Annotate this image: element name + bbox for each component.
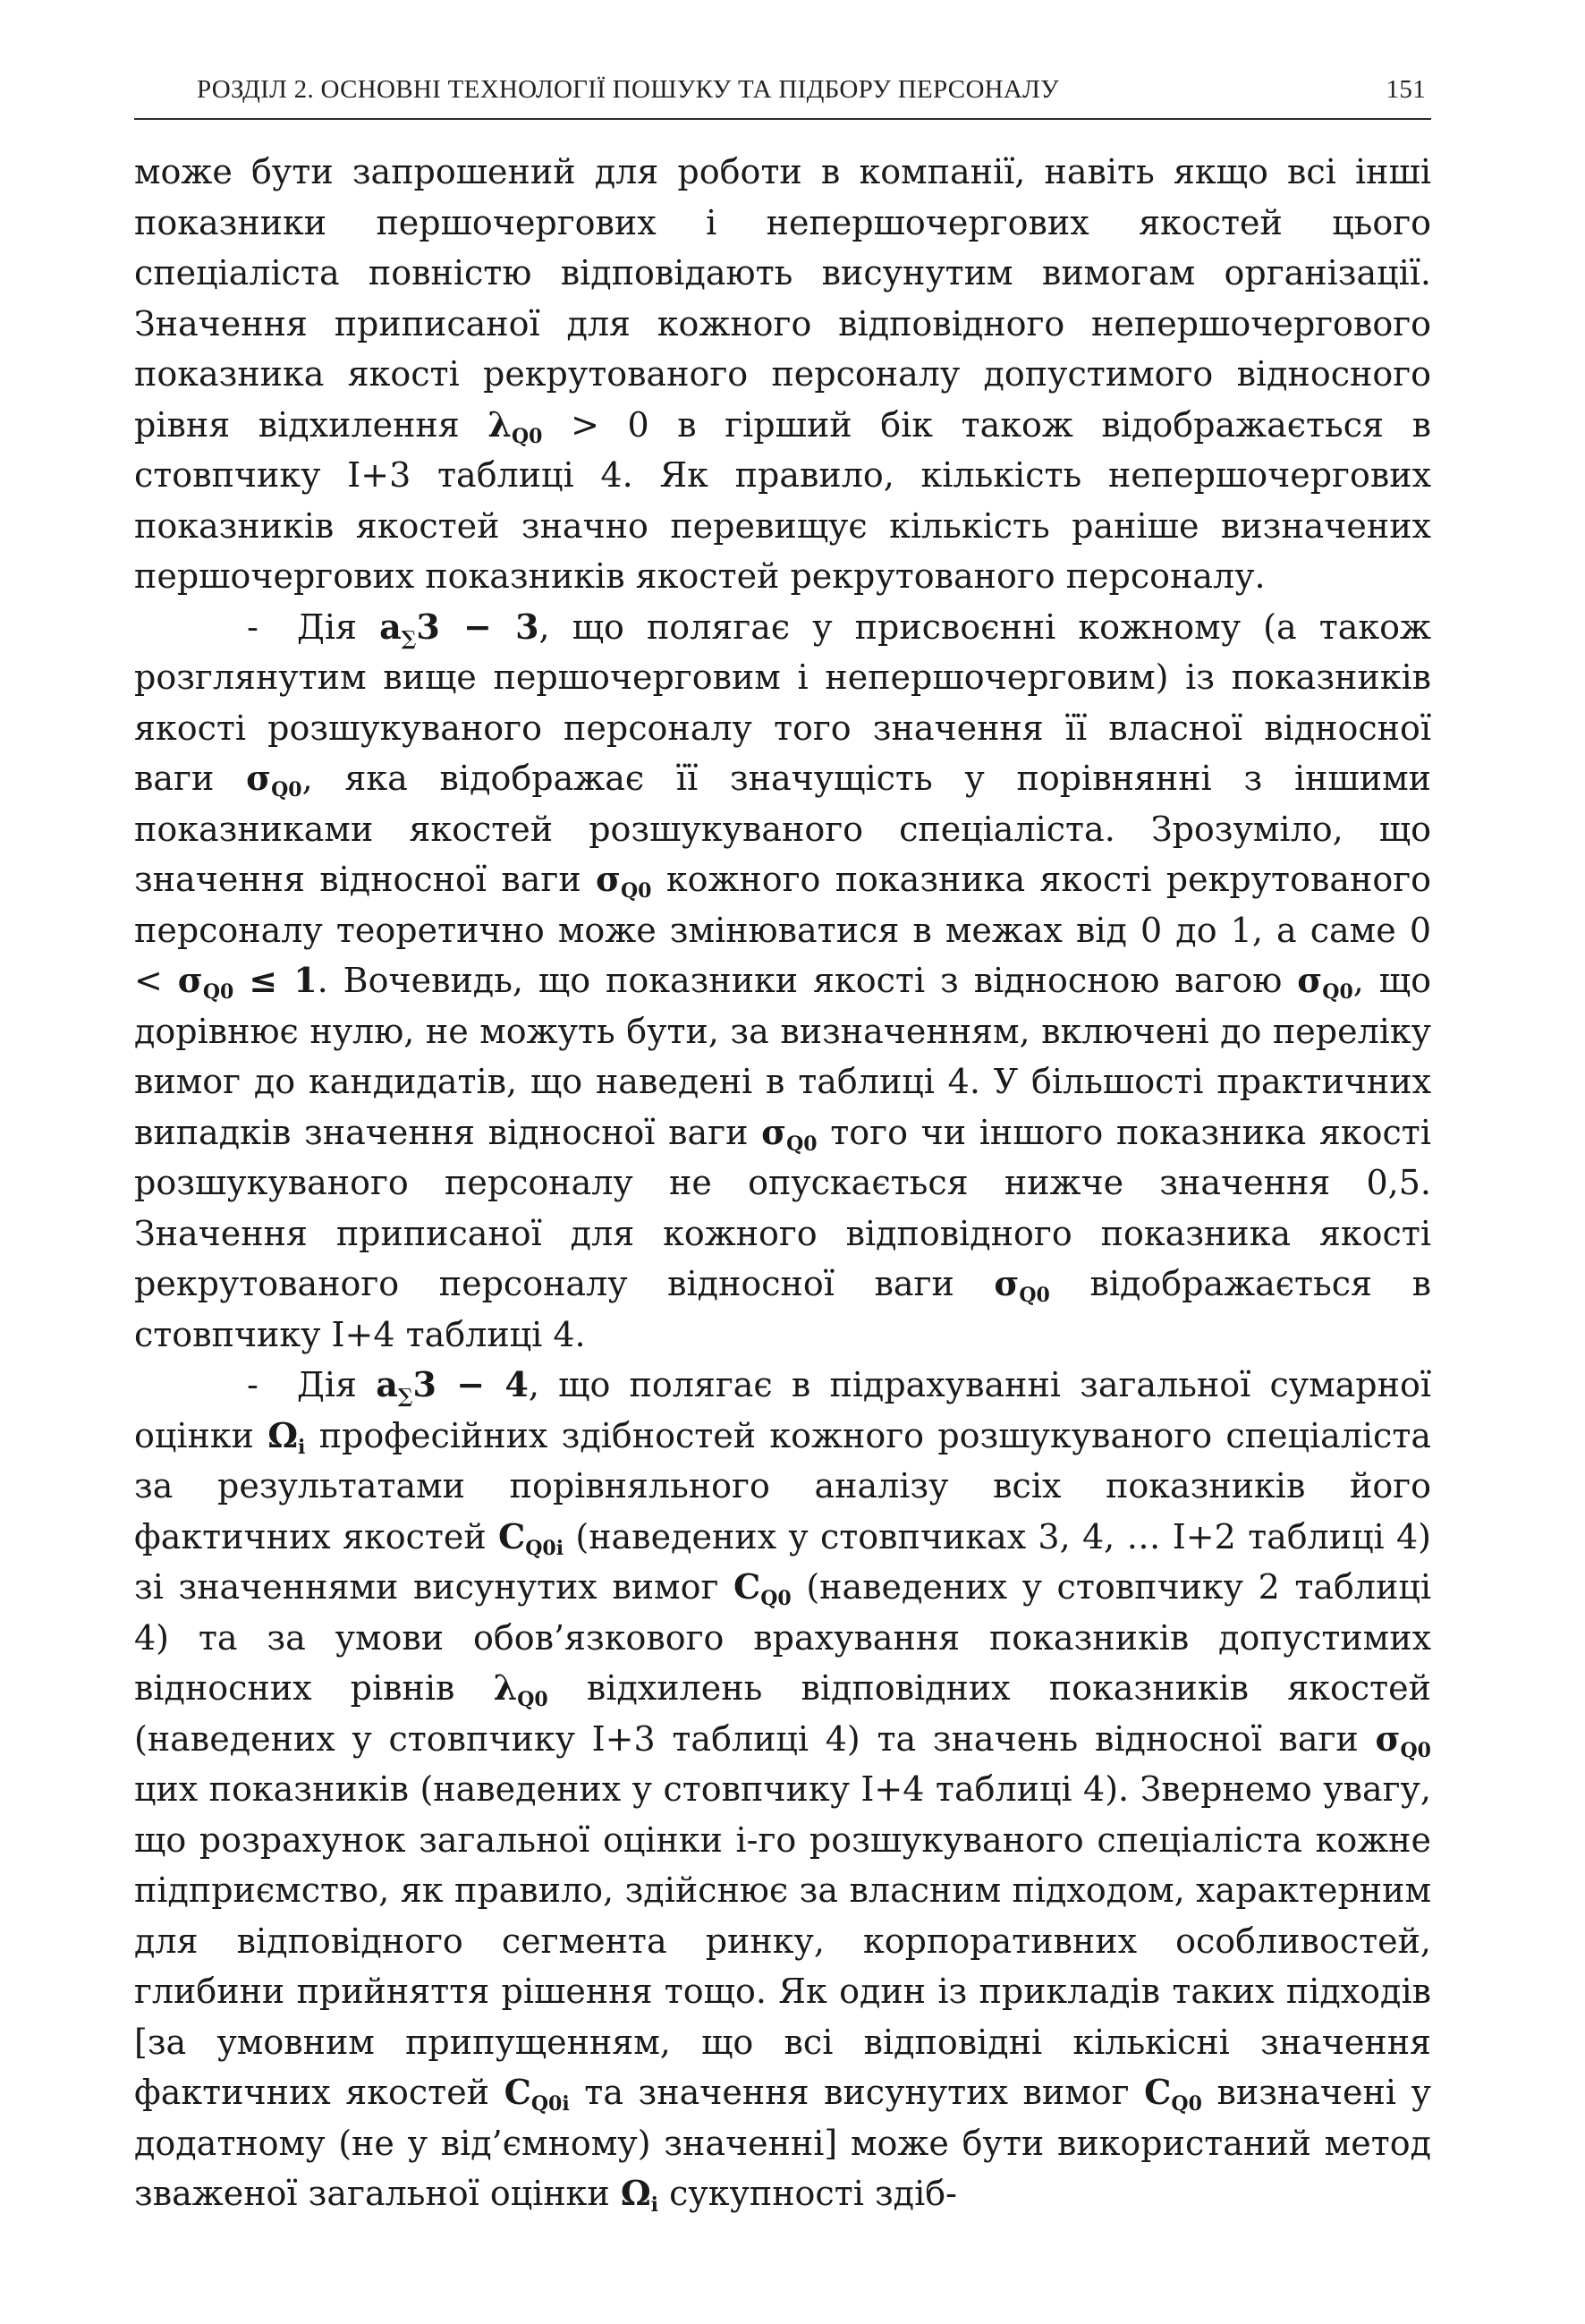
math-lambda: $\lambda_{Q0}$: [493, 1667, 548, 1711]
math-inequality: > 0: [571, 404, 649, 445]
math-c-q0: $C_{Q0}$: [733, 1566, 792, 1610]
text-run: (наведених у стовпчику 2 таблиці 4) та за умови обов’язкового врахування показників допустимих відносних рівнів: [134, 1567, 1431, 1708]
math-c-q0i: $C_{Q0i}$: [504, 2072, 570, 2116]
math-sigma: $\sigma_{Q0}$: [1297, 960, 1353, 1004]
text-run: цих показників (наведених у стовпчику I+4 таблиці 4). Звернемо увагу, що розрахунок загальної оцінки і-го розшукуваного спеціаліста кожне підприємство, як правило, здійснює за власним підходом, характерним для відповідного сегмента ринку, корпоративних особливостей, глибини прийняття рішення тощо. Як один із прикладів таких підходів [за умовним припущенням, що всі відповідні кількісні значення фактичних якостей: [134, 1769, 1431, 2112]
text-run: . Вочевидь, що показники якості з відносною вагою: [317, 961, 1283, 1000]
math-c-q0: $C_{Q0}$: [1144, 2072, 1202, 2116]
text-run: (наведених у стовпчиках 3, 4, … I+2 таблиці 4) зі значеннями висунутих вимог: [134, 1516, 1431, 1607]
math-omega: $\Omega_i$: [620, 2173, 659, 2217]
math-sigma: $\sigma_{Q0}$: [1375, 1718, 1431, 1762]
math-lambda: $\lambda_{Q0}$: [487, 403, 543, 448]
math-sigma: $\sigma_{Q0}$: [761, 1111, 818, 1156]
math-inequality: 0 <: [134, 910, 1431, 1000]
text-run: відхилень відповідних показників якостей (наведених у стовпчику I+3 таблиці 4) та значень відносної ваги: [134, 1668, 1431, 1759]
list-dash: -: [247, 1365, 259, 1404]
text-run: , яка відображає її значущість у порівнянні з іншими показниками якостей розшукуваного спеціаліста. Зрозуміло, що значення відносної ваги: [134, 759, 1431, 899]
page-number: 151: [1386, 75, 1426, 104]
text-run: Дія: [297, 606, 358, 647]
text-run: може бути запрошений для роботи в компанії, навіть якщо всі інші показники першочергових і непершочергових якостей цього спеціаліста повністю відповідають висунутим вимогам організації. Значення приписаної для кожного відповідного непершочергового показника якості рекрутованого персоналу допустимого відносного рівня відхилення: [134, 152, 1431, 445]
math-omega: $\Omega_i$: [267, 1414, 306, 1459]
text-run: та значення висунутих вимог: [584, 2073, 1130, 2112]
math-sigma: $\sigma_{Q0}$: [994, 1263, 1050, 1307]
math-action-code: $a_\sum 3 - 3$: [379, 606, 539, 650]
math-sigma: $\sigma_{Q0}$: [595, 859, 652, 903]
list-item-action-3-3: [134, 602, 1431, 1361]
text-run: в гірший бік також відображається в стовпчику I+3 таблиці 4. Як правило, кількість непершочергових показників якостей значно перевищує кількість раніше визначених першочергових показників якостей рекрутованого персоналу.: [134, 404, 1431, 596]
math-action-code: $a_\sum 3 - 4$: [376, 1364, 529, 1408]
math-sigma: $\sigma_{Q0}$: [246, 758, 302, 802]
text-run: професійних здібностей кожного розшукуваного спеціаліста за результатами порівняльного аналізу всіх показників його фактичних якостей: [134, 1415, 1431, 1556]
running-title: РОЗДІЛ 2. ОСНОВНІ ТЕХНОЛОГІЇ ПОШУКУ ТА ПІДБОРУ ПЕРСОНАЛУ: [197, 75, 1059, 104]
text-run: сукупності здіб-: [669, 2174, 957, 2213]
text-run: визначені у додатному (не у від’ємному) значенні] може бути використаний метод зваженої загальної оцінки: [134, 2073, 1431, 2213]
paragraph-continuation: [134, 147, 1431, 602]
text-run: кожного показника якості рекрутованого персоналу теоретично може змінюватися в межах від 0 до 1, а саме: [134, 860, 1431, 950]
text-run: Дія: [297, 1365, 358, 1404]
text-run: , що полягає у присвоєнні кожному (а також розглянутим вище першочерговим і непершочерговим) із показників якості розшукуваного персоналу того значення її власної відносної ваги: [134, 606, 1431, 798]
list-item-action-3-4: [134, 1360, 1431, 2219]
page-header: [134, 63, 1431, 120]
text-run: того чи іншого показника якості розшукуваного персоналу не опускається нижче значення 0,5. Значення приписаної для кожного відповідного показника якості рекрутованого персоналу відносної ваги: [134, 1112, 1431, 1303]
text-run: , що полягає в підрахуванні загальної сумарної оцінки: [134, 1365, 1431, 1455]
math-inequality: ≤ 1: [249, 960, 318, 1000]
list-dash: -: [247, 606, 259, 647]
book-page: [134, 63, 1431, 2281]
math-c-q0i: $C_{Q0i}$: [498, 1515, 564, 1560]
page-body: [134, 147, 1431, 2219]
text-run: відображається в стовпчику I+4 таблиці 4.: [134, 1264, 1431, 1354]
text-run: , що дорівнює нулю, не можуть бути, за визначенням, включені до переліку вимог до кандидатів, що наведені в таблиці 4. У більшості практичних випадків значення відносної ваги: [134, 961, 1431, 1152]
math-sigma: $\sigma_{Q0}$: [177, 960, 234, 1004]
